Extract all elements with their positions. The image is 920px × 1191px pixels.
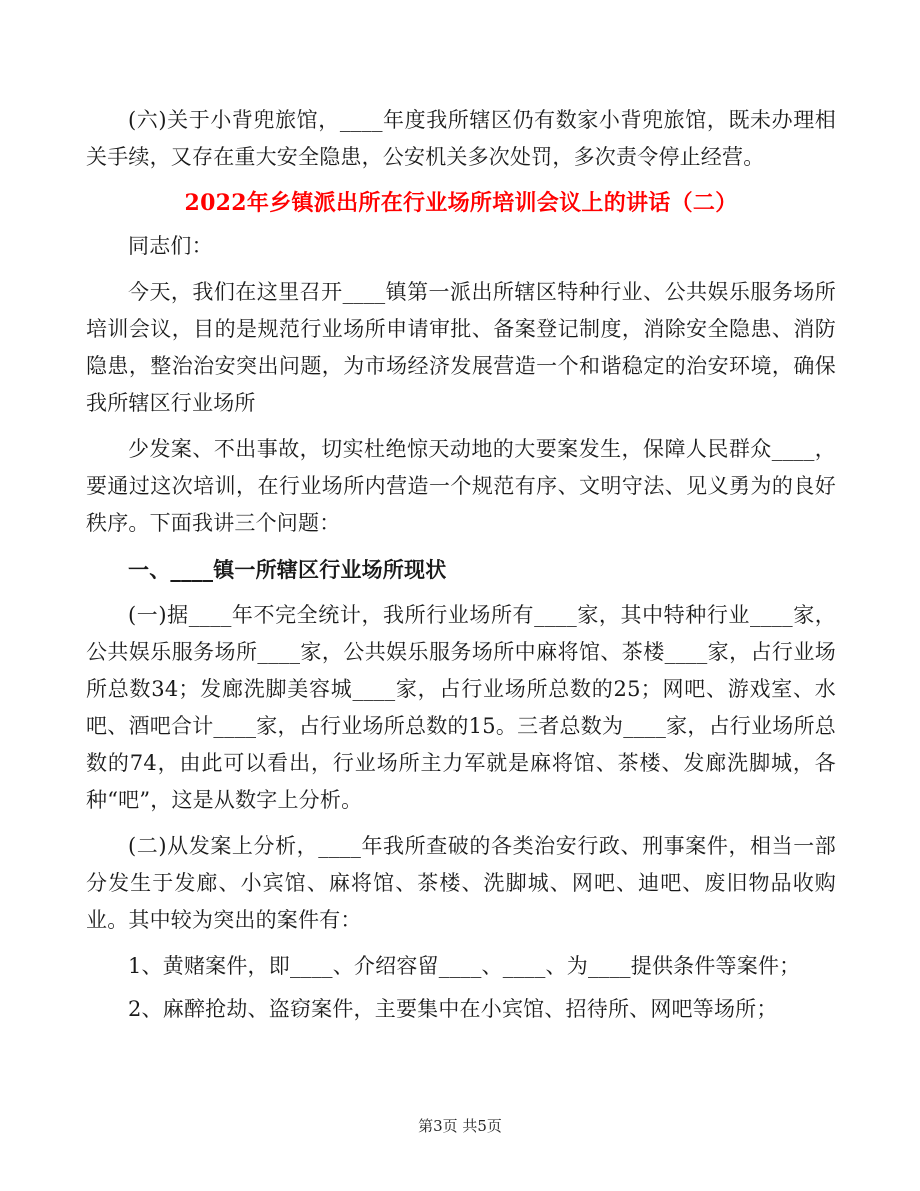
case-item-2: 2、麻醉抢劫、盗窃案件，主要集中在小宾馆、招待所、网吧等场所； [128,997,778,1021]
case-analysis-paragraph: (二)从发案上分析，____年我所查破的各类治安行政、刑事案件，相当一部分发生于发廊、小宾馆、麻将馆、茶楼、洗脚城、网吧、迪吧、废旧物品收购业。其中较为突出的案件有： [86,834,836,932]
intro-paragraph-1: 今天，我们在这里召开____镇第一派出所辖区特种行业、公共娱乐服务场所培训会议，目的是规范行业场所申请审批、备案登记制度，消除安全隐患、消防隐患，整治治安突出问题，为市场经济发展营造一个和谐稳定的治安环境，确保我所辖区行业场所 [86,280,836,415]
section-heading-1: 一、____镇一所辖区行业场所现状 [128,557,447,582]
speech-title: 2022年乡镇派出所在行业场所培训会议上的讲话（二） [184,190,738,216]
statistics-paragraph: (一)据____年不完全统计，我所行业场所有____家，其中特种行业____家，公共娱乐服务场所____家，公共娱乐服务场所中麻将馆、茶楼____家，占行业场所总数34；发廊洗脚美容城____家，占行业场所总数的25；网吧、游戏室、水吧、酒吧合计____家，占行业场所总数的15。三者总数为____家，占行业场所总数的74，由此可以看出，行业场所主力军就是麻将馆、茶楼、发廊洗脚城，各种“吧”，这是从数字上分析。 [86,603,836,812]
paragraph-small-hostel: (六)关于小背兜旅馆，____年度我所辖区仍有数家小背兜旅馆，既未办理相关手续，又存在重大安全隐患，公安机关多次处罚，多次责令停止经营。 [86,108,836,169]
salutation: 同志们： [128,234,213,258]
document-body [86,102,836,1028]
page-number: 第3页 共5页 [418,1117,502,1135]
case-item-1: 1、黄赌案件，即____、介绍容留____、____、为____提供条件等案件； [128,954,801,978]
intro-paragraph-2: 少发案、不出事故，切实杜绝惊天动地的大要案发生，保障人民群众____，要通过这次培训，在行业场所内营造一个规范有序、文明守法、见义勇为的良好秩序。下面我讲三个问题： [86,437,836,535]
